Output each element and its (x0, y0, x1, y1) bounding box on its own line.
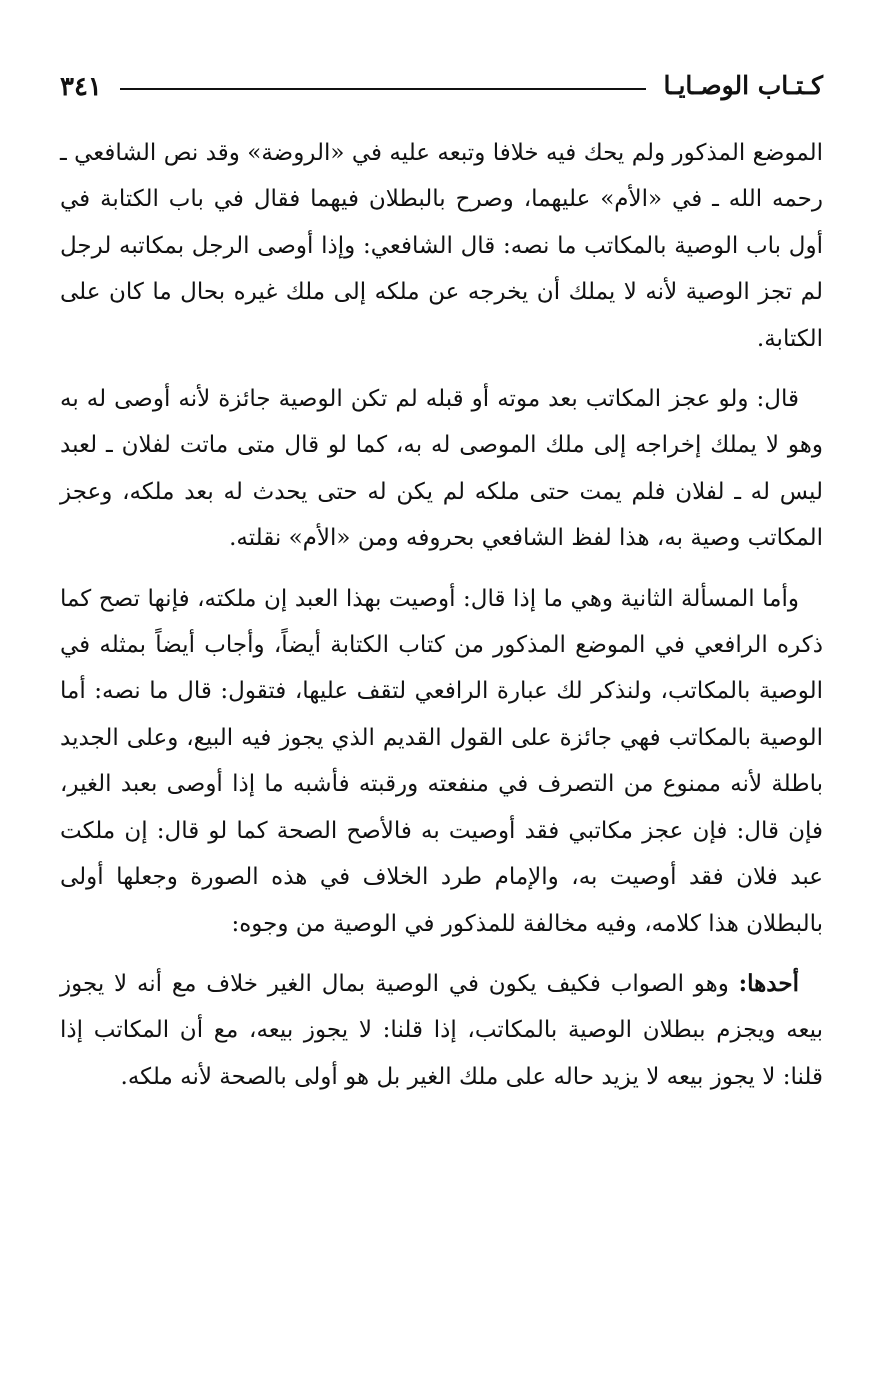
paragraph: وأما المسألة الثانية وهي ما إذا قال: أوصيت بهذا العبد إن ملكته، فإنها تصح كما ذكره الرافعي في الموضع المذكور من كتاب الكتابة أيضاً، وأجاب أيضاً بمثله في الوصية بالمكاتب، ولنذكر لك عبارة الرافعي لتقف عليها، فتقول: قال ما نصه: أما الوصية بالمكاتب فهي جائزة على القول القديم الذي يجوز فيه البيع، وعلى الجديد باطلة لأنه ممنوع من التصرف في منفعته ورقبته فأشبه ما إذا أوصى بعبد الغير، فإن قال: فإن عجز مكاتبي فقد أوصيت به فالأصح الصحة كما لو قال: إن ملكت عبد فلان فقد أوصيت به، والإمام طرد الخلاف في هذه الصورة وجعلها أولى بالبطلان هذا كلامه، وفيه مخالفة للمذكور في الوصية من وجوه: (60, 585, 823, 937)
paragraph: قال: ولو عجز المكاتب بعد موته أو قبله لم تكن الوصية جائزة لأنه أوصى له به وهو لا يملك إخراجه إلى ملك الموصى له به، كما لو قال متى ماتت لفلان ـ لعبد ليس له ـ لفلان فلم يمت حتى ملكه لم يكن له حتى يحدث له بعد ملكه، وعجز المكاتب وصية به، هذا لفظ الشافعي بحروفه ومن «الأم» نقلته. (60, 386, 823, 552)
paragraph (60, 961, 823, 1100)
running-header (60, 60, 823, 104)
paragraph-text: وهو الصواب فكيف يكون في الوصية بمال الغير خلاف مع أنه لا يجوز بيعه ويجزم ببطلان الوصية بالمكاتب، إذا قلنا: لا يجوز بيعه، مع أن المكاتب إذا قلنا: لا يجوز بيعه لا يزيد حاله على ملك الغير بل هو أولى بالصحة لأنه ملكه. (60, 970, 823, 1090)
page-number: ٣٤١ (60, 72, 102, 102)
paragraph: الموضع المذكور ولم يحك فيه خلافا وتبعه عليه في «الروضة» وقد نص الشافعي ـ رحمه الله ـ في «الأم» عليهما، وصرح بالبطلان فيهما فقال في باب الكتابة في أول باب الوصية بالمكاتب ما نصه: قال الشافعي: وإذا أوصى الرجل بمكاتبه لرجل لم تجز الوصية لأنه لا يملك أن يخرجه عن ملكه إلى ملك غيره بحال ما كان على الكتابة. (60, 140, 823, 352)
book-page (60, 60, 823, 1114)
header-rule (120, 88, 646, 90)
body-text (60, 130, 823, 1100)
paragraph-lead-word: أحدها: (738, 969, 799, 997)
book-section-title: كـتـاب الوصـايـا (663, 71, 823, 100)
